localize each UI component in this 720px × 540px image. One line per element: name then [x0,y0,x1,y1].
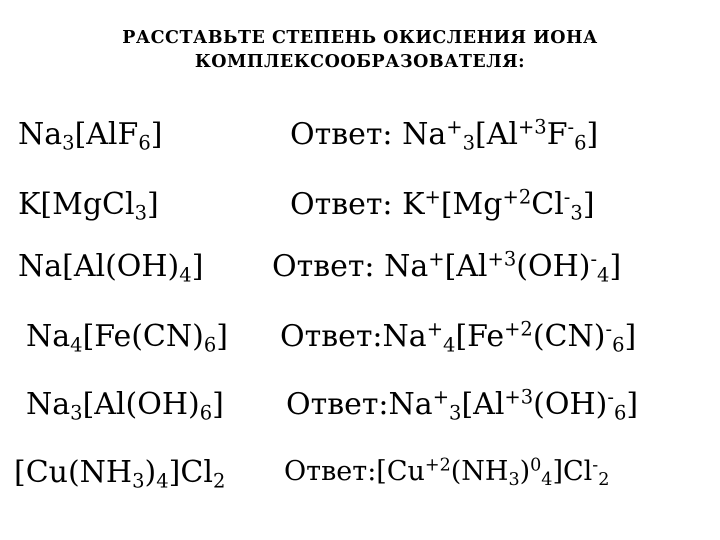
formula-5 [26,387,224,425]
formula-segment: 3 [134,201,148,225]
answer-segment: Ответ:Na [286,387,433,422]
answer-segment: +2 [504,317,533,341]
answer-segment: + [428,247,445,271]
formula-1 [18,117,163,155]
formula-segment: ]Cl [168,455,213,490]
formula-segment: [Fe(CN) [82,319,204,354]
answer-segment: [Al [461,387,505,422]
formula-segment: 4 [70,333,83,357]
formula-segment: ] [216,319,228,354]
answer-segment: (OH) [516,249,591,284]
answer-segment: ] [624,319,637,354]
answer-segment: ) [519,456,531,487]
answer-segment: +3 [517,115,547,139]
formula-segment: ] [212,387,224,422]
formula-segment: 4 [156,469,169,493]
answer-segment: +2 [502,185,532,209]
answer-segment: Ответ:[Cu [284,456,425,487]
answer-segment: F [546,117,568,152]
answer-segment: 4 [597,263,610,287]
answer-segment: ] [609,249,622,284]
answer-segment: - [567,115,575,139]
answer-segment: - [563,185,571,209]
answer-segment: 4 [541,469,553,490]
answer-segment: 3 [570,201,583,225]
answer-2 [290,185,595,225]
answer-segment: Ответ: Na [272,249,429,284]
answer-segment: 3 [462,131,475,155]
answer-segment: ]Cl [552,456,593,487]
formula-4 [26,319,228,357]
answer-segment: +2 [424,455,451,476]
answer-segment: (OH) [533,387,608,422]
formula-segment: 6 [138,131,151,155]
answer-5 [286,385,639,425]
answer-segment: 3 [449,401,462,425]
answer-segment: (NH [450,456,509,487]
formula-segment: ] [147,187,159,222]
answer-segment: 6 [612,333,625,357]
answer-segment: ] [586,117,599,152]
answer-segment: Cl [531,187,564,222]
answer-segment: [Fe [455,319,505,354]
answer-segment: ] [626,387,639,422]
formula-segment: [AlF [74,117,139,152]
formula-segment: Na [26,387,71,422]
answer-segment: 2 [598,469,610,490]
answer-segment: +3 [487,247,517,271]
answer-segment: Ответ: Na [290,117,447,152]
answer-segment: Ответ: K [290,187,425,222]
answer-segment: ] [582,187,595,222]
answer-segment: - [607,385,614,409]
formula-segment: 3 [70,401,83,425]
answer-segment: - [592,455,599,476]
formula-segment: [Cu(NH [14,455,133,490]
answer-segment: 6 [574,131,587,155]
formula-segment: ] [191,249,204,284]
answer-segment: 6 [613,401,627,425]
answer-segment: 3 [508,469,520,490]
answer-6 [284,455,610,490]
answer-segment: 4 [443,333,456,357]
answer-4 [280,317,637,357]
answer-segment: [Al [444,249,488,284]
answer-segment: - [605,317,613,341]
heading-line-1: РАССТАВЬТЕ СТЕПЕНЬ ОКИСЛЕНИЯ ИОНА [122,28,598,48]
formula-segment: ) [144,455,157,490]
answer-1 [290,115,599,155]
formula-segment: K[MgCl [18,187,135,222]
formula-segment: 6 [203,333,217,357]
answer-segment: + [446,115,463,139]
formula-segment: 3 [132,469,145,493]
formula-segment: [Al(OH) [82,387,200,422]
formula-segment: Na [18,117,63,152]
answer-segment: + [432,385,450,409]
heading-line-2: КОМПЛЕКСООБРАЗОВАТЕЛЯ: [194,52,526,72]
answer-segment: 0 [530,455,542,476]
formula-segment: Na[Al(OH) [18,249,180,284]
answer-segment: +3 [504,385,534,409]
answer-segment: - [590,247,598,271]
formula-segment: 4 [179,263,192,287]
formula-segment: ] [150,117,163,152]
answer-segment: + [424,185,441,209]
formula-3 [18,249,204,287]
formula-segment: 6 [199,401,213,425]
answer-segment: + [426,317,444,341]
formula-segment: 2 [212,469,226,493]
answer-segment: (CN) [532,319,606,354]
formula-segment: Na [26,319,71,354]
answer-segment: [Mg [440,187,503,222]
answer-segment: [Al [474,117,518,152]
answer-3 [272,247,622,287]
formula-6 [14,455,226,493]
answer-segment: Ответ:Na [280,319,427,354]
formula-segment: 3 [62,131,75,155]
formula-2 [18,187,159,225]
